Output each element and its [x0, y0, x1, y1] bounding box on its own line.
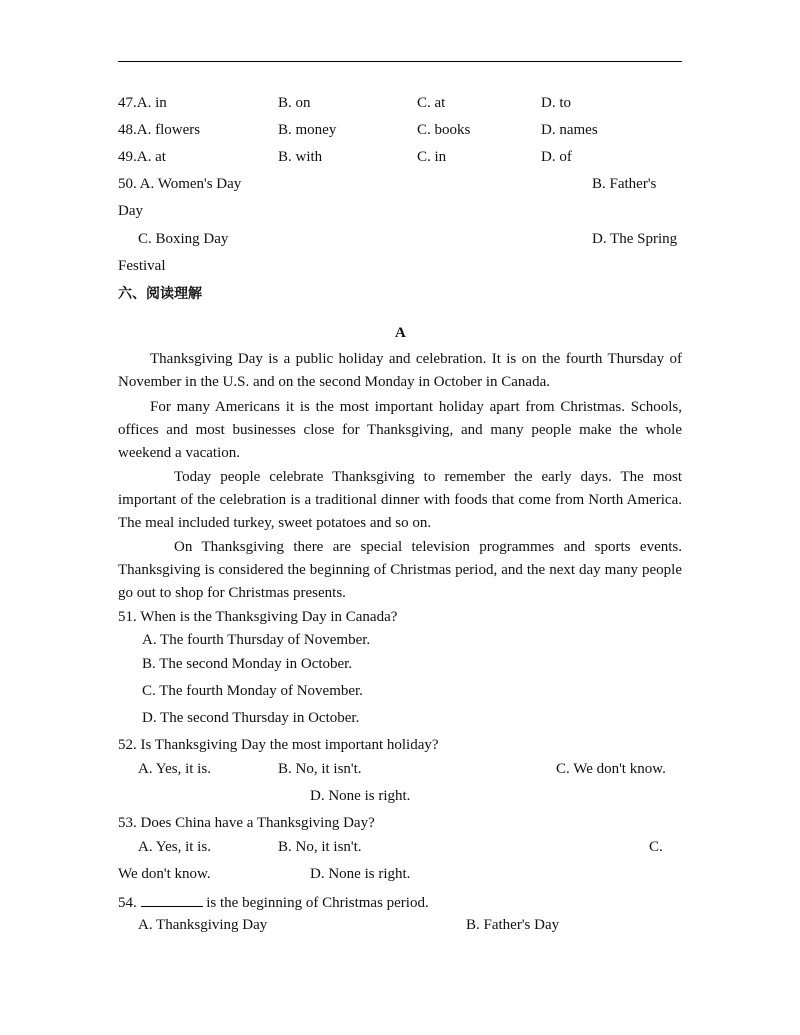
q53-option-c-wrap: We don't know.: [118, 866, 211, 882]
q50-option-a: 50. A. Women's Day: [118, 176, 242, 192]
q54-stem: 54. is the beginning of Christmas period.: [118, 895, 429, 911]
q47-option-a: 47.A. in: [118, 95, 167, 111]
q51-stem: 51. When is the Thanksgiving Day in Canada?: [118, 609, 398, 625]
passage-paragraph-1: Thanksgiving Day is a public holiday and celebration. It is on the fourth Thursday of November in the U.S. and on the second Monday in October in Canada.: [118, 351, 682, 390]
q48-option-c: C. books: [417, 122, 471, 138]
section-heading: 六、阅读理解: [118, 286, 202, 302]
q51-option-c: C. The fourth Monday of November.: [142, 683, 363, 699]
answer-blank: [141, 894, 203, 907]
q49-option-c: C. in: [417, 149, 447, 165]
header-rule: [118, 61, 682, 62]
q49-option-b: B. with: [278, 149, 323, 165]
q50-option-b: B. Father's: [592, 176, 657, 192]
q47-option-b: B. on: [278, 95, 311, 111]
q48-option-d: D. names: [541, 122, 598, 138]
q53-stem: 53. Does China have a Thanksgiving Day?: [118, 815, 375, 831]
q51-option-a: A. The fourth Thursday of November.: [142, 632, 371, 648]
q52-option-b: B. No, it isn't.: [278, 761, 362, 777]
q54-option-b: B. Father's Day: [466, 917, 560, 933]
q52-option-c: C. We don't know.: [556, 761, 666, 777]
q48-option-b: B. money: [278, 122, 337, 138]
q49-option-a: 49.A. at: [118, 149, 166, 165]
q49-option-d: D. of: [541, 149, 572, 165]
q53-option-d: D. None is right.: [310, 866, 411, 882]
q53-option-c: C.: [649, 839, 663, 855]
q50-option-b-wrap: Day: [118, 203, 143, 219]
q54-option-a: A. Thanksgiving Day: [138, 917, 268, 933]
q50-option-d: D. The Spring: [592, 231, 678, 247]
q52-stem: 52. Is Thanksgiving Day the most important holiday?: [118, 737, 439, 753]
q47-option-d: D. to: [541, 95, 571, 111]
q53-option-b: B. No, it isn't.: [278, 839, 362, 855]
q52-option-d: D. None is right.: [310, 788, 411, 804]
q48-option-a: 48.A. flowers: [118, 122, 201, 138]
q51-option-b: B. The second Monday in October.: [142, 656, 353, 672]
passage-paragraph-2: For many Americans it is the most important holiday apart from Christmas. Schools, offices and most businesses close for Thanksgiving, and many people make the whole weekend a vacation.: [118, 399, 682, 461]
q50-option-c: C. Boxing Day: [138, 231, 229, 247]
passage-title: A: [395, 325, 406, 341]
passage-paragraph-3: Today people celebrate Thanksgiving to remember the early days. The most important of the celebration is a traditional dinner with foods that come from North America. The meal included turkey, sweet potatoes and so on.: [118, 469, 682, 531]
q50-option-d-wrap: Festival: [118, 258, 166, 274]
q51-option-d: D. The second Thursday in October.: [142, 710, 360, 726]
q47-option-c: C. at: [417, 95, 446, 111]
q53-option-a: A. Yes, it is.: [138, 839, 211, 855]
q52-option-a: A. Yes, it is.: [138, 761, 211, 777]
passage-paragraph-4: On Thanksgiving there are special television programmes and sports events. Thanksgiving is considered the beginning of Christmas period, and the next day many people go out to shop for Christmas presents.: [118, 539, 682, 601]
